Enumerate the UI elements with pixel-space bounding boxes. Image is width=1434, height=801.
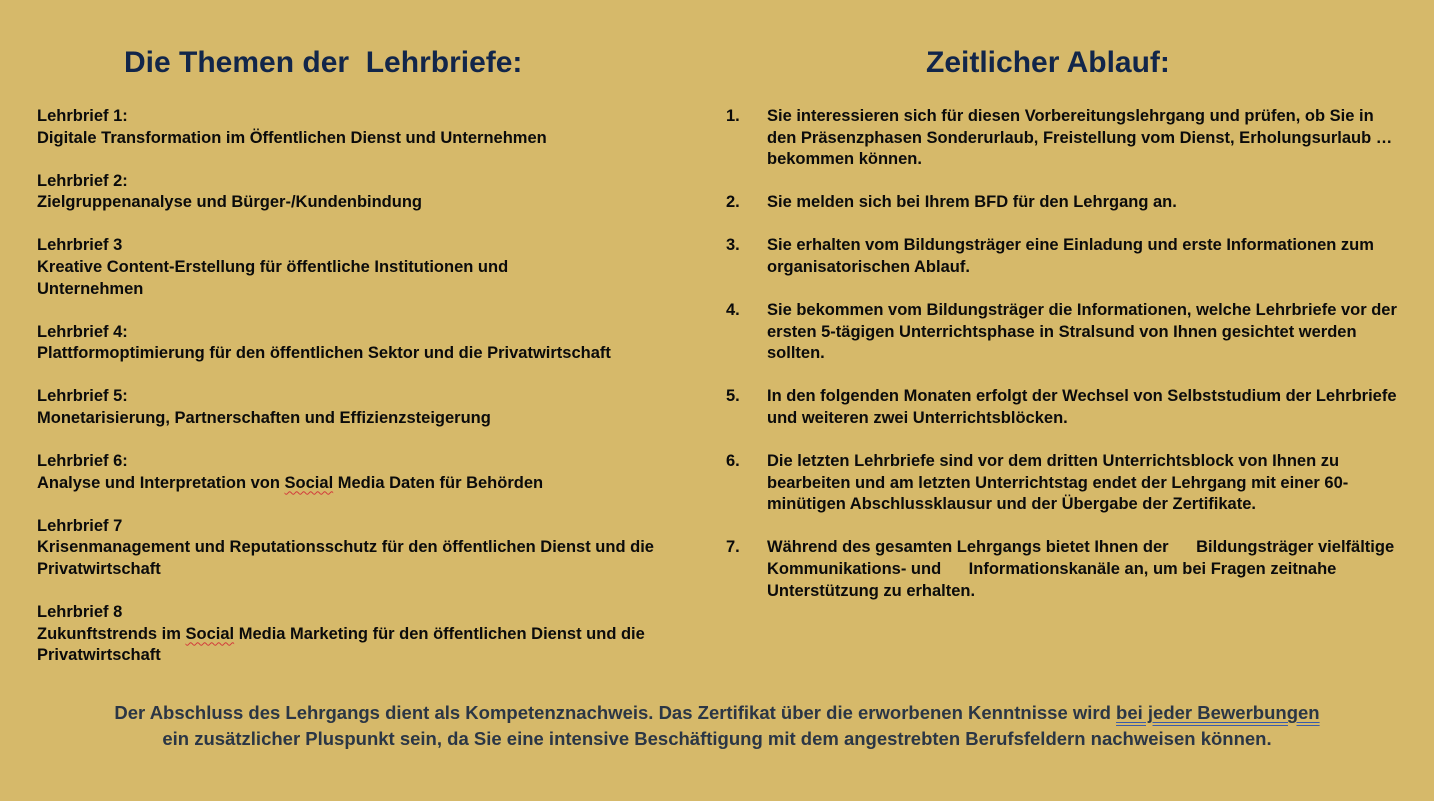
timeline-list [726,106,1416,602]
letter-title: Krisenmanagement und Reputationsschutz für den öffentlichen Dienst und die Privatwirtschaft [37,538,654,578]
step-number: 3. [726,236,740,255]
list-item [37,516,667,581]
letter-label: Lehrbrief 7 [37,516,123,535]
step-number: 1. [726,107,740,125]
letter-title: Kreative Content-Erstellung für öffentliche Institutionen und Unternehmen [37,257,509,298]
topics-heading: Die Themen der Lehrbriefe: [124,46,523,79]
letter-label: Lehrbrief 6: [37,452,128,471]
letter-title: Digitale Transformation im Öffentlichen Dienst und Unternehmen [37,128,547,147]
list-item [37,106,637,149]
grammar-mark: bei jeder Bewerbungen [1116,702,1320,723]
completion-note [0,700,1434,752]
list-item [726,451,1416,516]
list-item [37,235,577,300]
step-number: 5. [726,387,740,406]
step-number: 7. [726,538,740,557]
list-item [37,171,637,214]
step-text: Die letzten Lehrbriefe sind vor dem dritten Unterrichtsblock von Ihnen zu bearbeiten und am letzten Unterrichtstag endet der Lehrgang mit einer 60-minütigen Abschlussklausur und der Übergabe der Zertifikate. [767,452,1349,514]
letter-label: Lehrbrief 3 [37,236,123,255]
letter-title: Plattformoptimierung für den öffentlichen Sektor und die Privatwirtschaft [37,344,611,363]
note-line-2: ein zusätzlicher Pluspunkt sein, da Sie eine intensive Beschäftigung mit dem angestrebten Berufsfeldern nachweisen können. [162,728,1272,749]
step-number: 2. [726,193,740,212]
list-item [37,386,637,429]
step-text: Sie erhalten vom Bildungsträger eine Einladung und erste Informationen zum organisatorischen Ablauf. [767,236,1379,276]
list-item [726,106,1416,171]
list-item [726,386,1416,429]
letter-title: Analyse und Interpretation von Social Media Daten für Behörden [37,473,544,492]
letter-title: Monetarisierung, Partnerschaften und Effizienzsteigerung [37,408,491,427]
step-text: In den folgenden Monaten erfolgt der Wechsel von Selbststudium der Lehrbriefe und weiteren zwei Unterrichtsblöcken. [767,387,1402,427]
list-item [37,451,637,494]
step-text: Sie melden sich bei Ihrem BFD für den Lehrgang an. [767,193,1177,212]
list-item [37,322,717,365]
spellcheck-mark: Social [284,473,334,492]
list-item [726,192,1416,214]
step-number: 4. [726,301,740,320]
list-item [726,537,1416,602]
step-number: 6. [726,452,740,471]
letter-title: Zukunftstrends im Social Media Marketing für den öffentlichen Dienst und die Privatwirtschaft [37,624,645,665]
list-item [726,300,1416,365]
spellcheck-mark: Social [185,624,235,643]
letter-label: Lehrbrief 5: [37,387,128,406]
note-line-1: Der Abschluss des Lehrgangs dient als Kompetenznachweis. Das Zertifikat über die erworbenen Kenntnisse wird bei jeder Bewerbungen [114,702,1320,723]
timeline-heading: Zeitlicher Ablauf: [926,46,1170,79]
letter-label: Lehrbrief 1: [37,107,128,125]
letter-label: Lehrbrief 2: [37,171,128,190]
list-item [726,235,1416,278]
topics-list [37,106,717,667]
letter-label: Lehrbrief 4: [37,322,128,341]
letter-label: Lehrbrief 8 [37,603,123,621]
list-item [37,602,667,667]
step-text: Während des gesamten Lehrgangs bietet Ihnen der Bildungsträger vielfältige Kommunikations- und Informationskanäle an, um bei Fragen zeitnahe Unterstützung zu erhalten. [767,538,1399,600]
step-text: Sie bekommen vom Bildungsträger die Informationen, welche Lehrbriefe vor der ersten 5-tägigen Unterrichtsphase in Stralsund von Ihnen gesichtet werden sollten. [767,301,1402,363]
step-text: Sie interessieren sich für diesen Vorbereitungslehrgang und prüfen, ob Sie in den Präsenzphasen Sonderurlaub, Freistellung vom Dienst, Erholungsurlaub …bekommen können. [767,107,1393,169]
letter-title: Zielgruppenanalyse und Bürger-/Kundenbindung [37,193,423,212]
